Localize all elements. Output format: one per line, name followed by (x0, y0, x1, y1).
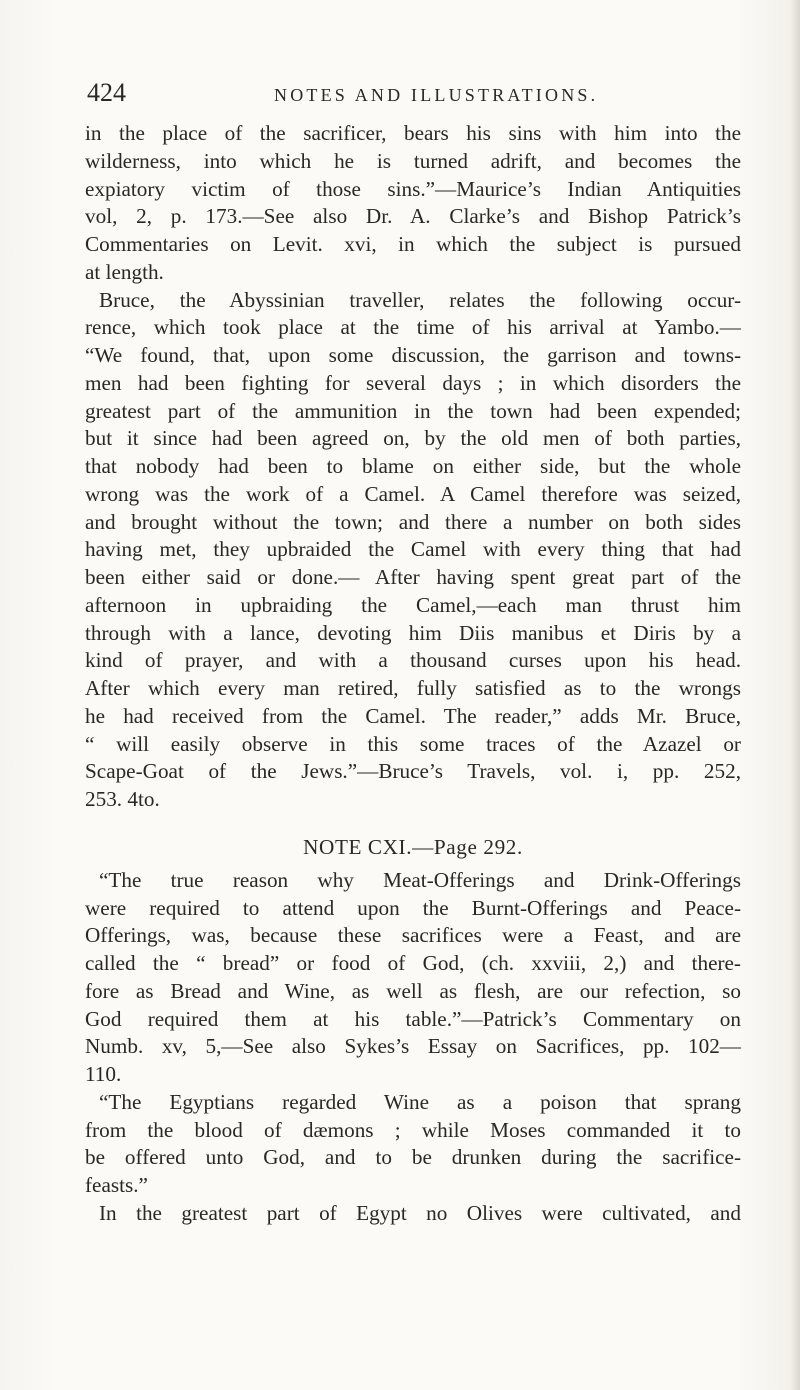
text-line: greatest part of the ammunition in the town had been expended; (85, 398, 741, 423)
paragraph-line: Bruce, the Abyssinian traveller, relates the following occur- (99, 287, 741, 312)
text-line: at length. (85, 259, 164, 284)
text-line: Scape-Goat of the Jews.”—Bruce’s Travels, vol. i, pp. 252, (85, 759, 741, 784)
page-bottom-edge (86, 1380, 726, 1381)
text-line: be offered unto God, and to be drunken during the sacrifice- (85, 1145, 741, 1170)
text-line: After which every man retired, fully satisfied as to the wrongs (85, 676, 741, 700)
text-line: in the place of the sacrificer, bears his sins with him into the (85, 121, 741, 145)
text-line: 110. (85, 1062, 122, 1086)
text-line: men had been fighting for several days ; in which disorders the (85, 370, 741, 395)
paragraph-line: In the greatest part of Egypt no Olives were cultivated, and (99, 1200, 741, 1225)
note-heading: NOTE CXI.—Page 292. (303, 834, 523, 859)
text-line: from the blood of dæmons ; while Moses commanded it to (85, 1117, 741, 1142)
text-line: that nobody had been to blame on either side, but the whole (85, 454, 741, 478)
text-line: Numb. xv, 5,—See also Sykes’s Essay on Sacrifices, pp. 102— (85, 1034, 741, 1059)
text-line: having met, they upbraided the Camel with every thing that had (85, 537, 741, 562)
text-line: afternoon in upbraiding the Camel,—each man thrust him (85, 592, 741, 617)
text-line: kind of prayer, and with a thousand curses upon his head. (85, 648, 741, 673)
paragraph-line: “The true reason why Meat-Offerings and Drink-Offerings (99, 867, 741, 892)
text-line: rence, which took place at the time of his arrival at Yambo.— (85, 315, 741, 340)
text-line: vol, 2, p. 173.—See also Dr. A. Clarke’s and Bishop Patrick’s (85, 204, 741, 229)
body-text (85, 120, 741, 1228)
text-line: but it since had been agreed on, by the old men of both parties, (85, 426, 741, 451)
text-line: expiatory victim of those sins.”—Maurice’s Indian Antiquities (85, 176, 741, 201)
paragraph-line: “The Egyptians regarded Wine as a poison that sprang (99, 1089, 741, 1114)
page-number: 424 (87, 78, 126, 107)
text-line: feasts.” (85, 1173, 148, 1197)
running-head: NOTES AND ILLUSTRATIONS. (274, 85, 599, 105)
text-line: wrong was the work of a Camel. A Camel therefore was seized, (85, 481, 741, 506)
text-line: “ will easily observe in this some traces of the Azazel or (85, 731, 741, 756)
text-line: called the “ bread” or food of God, (ch. xxviii, 2,) and there- (85, 951, 741, 975)
text-line: and brought without the town; and there a number on both sides (85, 509, 741, 534)
text-line: “We found, that, upon some discussion, the garrison and towns- (85, 343, 741, 367)
text-line: wilderness, into which he is turned adrift, and becomes the (85, 148, 741, 173)
text-line: God required them at his table.”—Patrick’s Commentary on (85, 1006, 741, 1031)
text-line: were required to attend upon the Burnt-Offerings and Peace- (85, 895, 741, 920)
text-line: been either said or done.— After having spent great part of the (85, 565, 741, 589)
text-line: Offerings, was, because these sacrifices were a Feast, and are (85, 923, 741, 948)
text-line: fore as Bread and Wine, as well as flesh, are our refection, so (85, 978, 741, 1003)
page-header (0, 78, 800, 108)
text-line: through with a lance, devoting him Diis manibus et Diris by a (85, 620, 741, 645)
text-line: Commentaries on Levit. xvi, in which the subject is pursued (85, 232, 741, 256)
text-line: he had received from the Camel. The reader,” adds Mr. Bruce, (85, 703, 741, 728)
text-line: 253. 4to. (85, 787, 160, 811)
